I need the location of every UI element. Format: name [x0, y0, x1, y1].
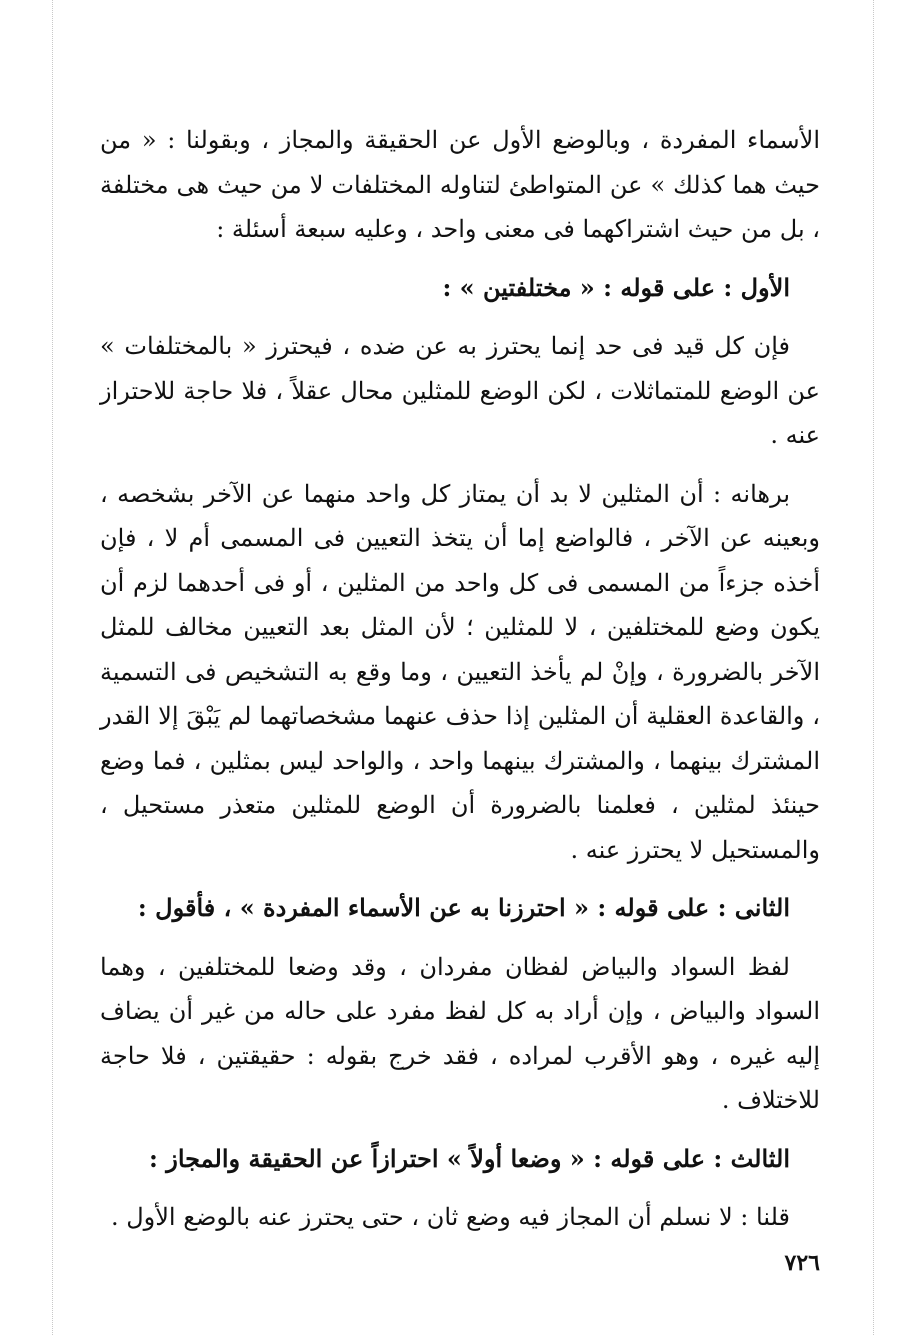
- question-1-heading: الأول : على قوله : « مختلفتين » :: [442, 272, 790, 302]
- question-2-heading: الثانى : على قوله : « احترزنا به عن الأسماء المفردة » ، فأقول :: [137, 893, 790, 922]
- paragraph-1: الأسماء المفردة ، وبالوضع الأول عن الحقيقة والمجاز ، وبقولنا : « من حيث هما كذلك » عن المتواطئ لتناوله المختلفات لا من حيث هى مختلفة ، بل من حيث اشتراكهما فى معنى واحد ، وعليه سبعة أسئلة :: [100, 126, 820, 243]
- paragraph-5: قلنا : لا نسلم أن المجاز فيه وضع ثان ، حتى يحترز عنه بالوضع الأول .: [110, 1203, 790, 1231]
- page-body: [100, 118, 820, 1240]
- question-3-heading: الثالث : على قوله : « وضعا أولاً » احترازاً عن الحقيقة والمجاز :: [149, 1143, 790, 1173]
- paragraph-4: لفظ السواد والبياض لفظان مفردان ، وقد وضعا للمختلفين ، وهما السواد والبياض ، وإن أراد به كل لفظ مفرد على حاله من غير أن يضاف إليه غيره ، وهو الأقرب لمراده ، فقد خرج بقوله : حقيقتين ، فلا حاجة للاختلاف .: [100, 952, 820, 1114]
- paragraph-2: فإن كل قيد فى حد إنما يحترز به عن ضده ، فيحترز « بالمختلفات » عن الوضع للمتماثلات ، لكن الوضع للمثلين محال عقلاً ، فلا حاجة للاحتراز عنه .: [100, 332, 820, 449]
- page-number: ٧٢٦: [784, 1250, 820, 1276]
- scan-artifact: [873, 0, 874, 1335]
- paragraph-3: برهانه : أن المثلين لا بد أن يمتاز كل واحد منهما عن الآخر بشخصه ، وبعينه عن الآخر ، فالواضع إما أن يتخذ التعيين فى المسمى أم لا ، فإن أخذه جزءاً من المسمى فى كل واحد من المثلين ، أو فى أحدهما لزم أن يكون وضع للمختلفين ، لا للمثلين ؛ لأن المثل بعد التعيين مخالف للمثل الآخر بالضرورة ، وإنْ لم يأخذ التعيين ، وما وقع به التشخيص فى التسمية ، والقاعدة العقلية أن المثلين إذا حذف عنهما مشخصاتهما لم يَبْقَ إلا القدر المشترك بينهما ، والمشترك بينهما واحد ، والواحد ليس بمثلين ، فما وضع حينئذ لمثلين ، فعلمنا بالضرورة أن الوضع للمثلين متعذر مستحيل ، والمستحيل لا يحترز عنه .: [100, 479, 820, 864]
- scan-artifact: [52, 0, 53, 1335]
